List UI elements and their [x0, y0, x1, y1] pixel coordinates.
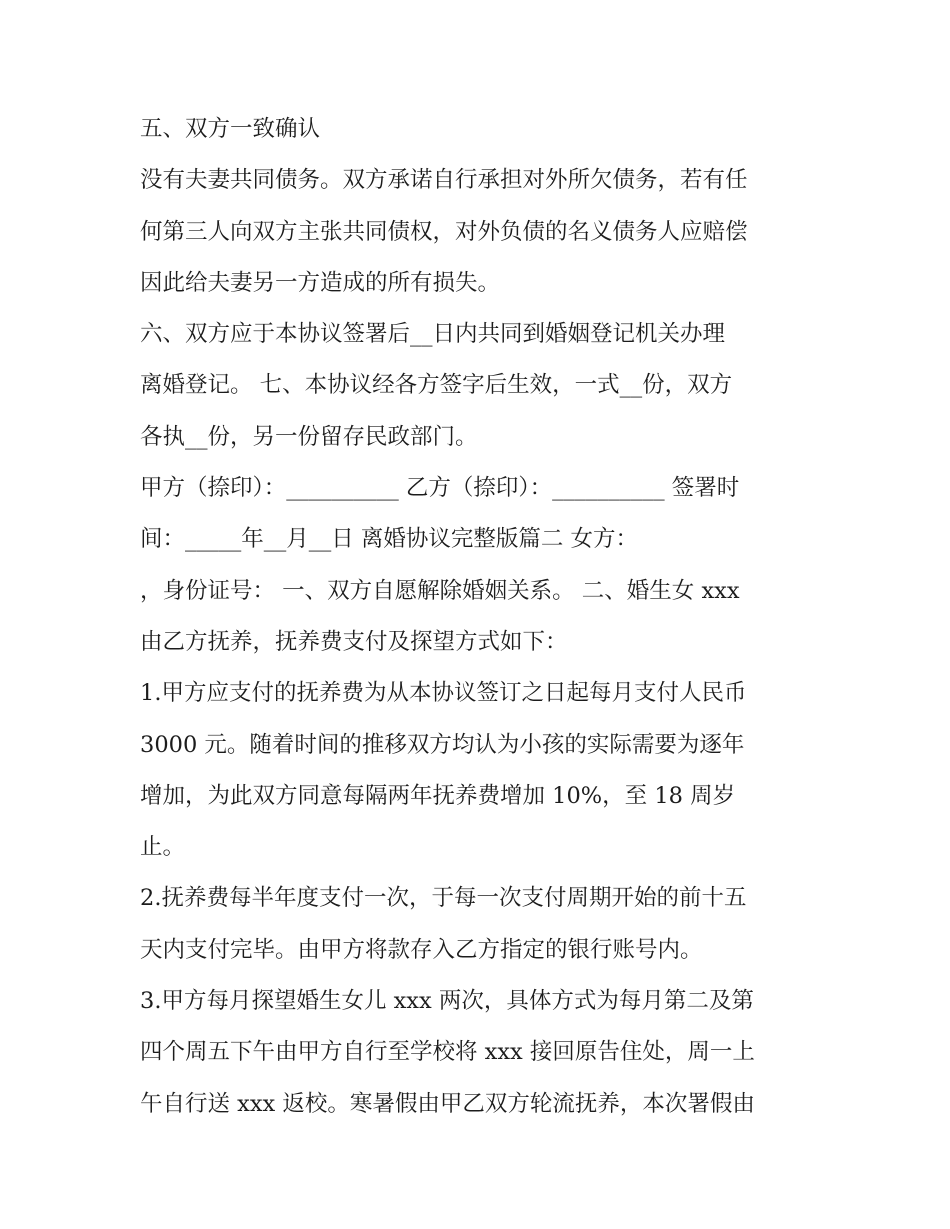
text-line: 增加，为此双方同意每隔两年抚养费增加 10%，至 18 周岁: [140, 782, 736, 809]
section-heading-5: 五、双方一致确认: [140, 116, 321, 142]
text-line: 何第三人向双方主张共同债权，对外负债的名义债务人应赔偿: [140, 218, 748, 245]
text-line: 1.甲方应支付的抚养费为从本协议签订之日起每月支付人民币: [140, 680, 747, 707]
text-line: 因此给夫妻另一方造成的所有损失。: [140, 269, 501, 296]
text-line: ，身份证号： 一、双方自愿解除婚姻关系。 二、婚生女 xxx: [140, 577, 740, 604]
text-line: 3.甲方每月探望婚生女儿 xxx 两次，具体方式为每月第二及第: [140, 988, 754, 1015]
text-line: 各执__份，另一份留存民政部门。: [140, 423, 478, 450]
text-line: 2.抚养费每半年度支付一次，于每一次支付周期开始的前十五: [140, 885, 747, 912]
text-line: 由乙方抚养，抚养费支付及探望方式如下：: [140, 628, 568, 655]
text-line: 没有夫妻共同债务。双方承诺自行承担对外所欠债务，若有任: [140, 167, 748, 194]
text-line: 四个周五下午由甲方自行至学校将 xxx 接回原告住处，周一上: [140, 1039, 755, 1066]
text-line: 天内支付完毕。由甲方将款存入乙方指定的银行账号内。: [140, 936, 703, 963]
document-body: [140, 104, 830, 1130]
text-line: 止。: [140, 834, 186, 861]
signature-line: 甲方（捺印）：__________ 乙方（捺印）：__________ 签署时: [140, 475, 740, 502]
text-line: 离婚登记。 七、本协议经各方签字后生效，一式__份，双方: [140, 372, 733, 399]
date-line: 间：_____年__月__日 离婚协议完整版篇二 女方：: [140, 526, 639, 553]
text-line: 六、双方应于本协议签署后__日内共同到婚姻登记机关办理: [140, 321, 726, 348]
text-line: 3000 元。随着时间的推移双方均认为小孩的实际需要为逐年: [140, 731, 745, 758]
text-line: 午自行送 xxx 返校。寒暑假由甲乙双方轮流抚养，本次署假由: [140, 1090, 755, 1117]
